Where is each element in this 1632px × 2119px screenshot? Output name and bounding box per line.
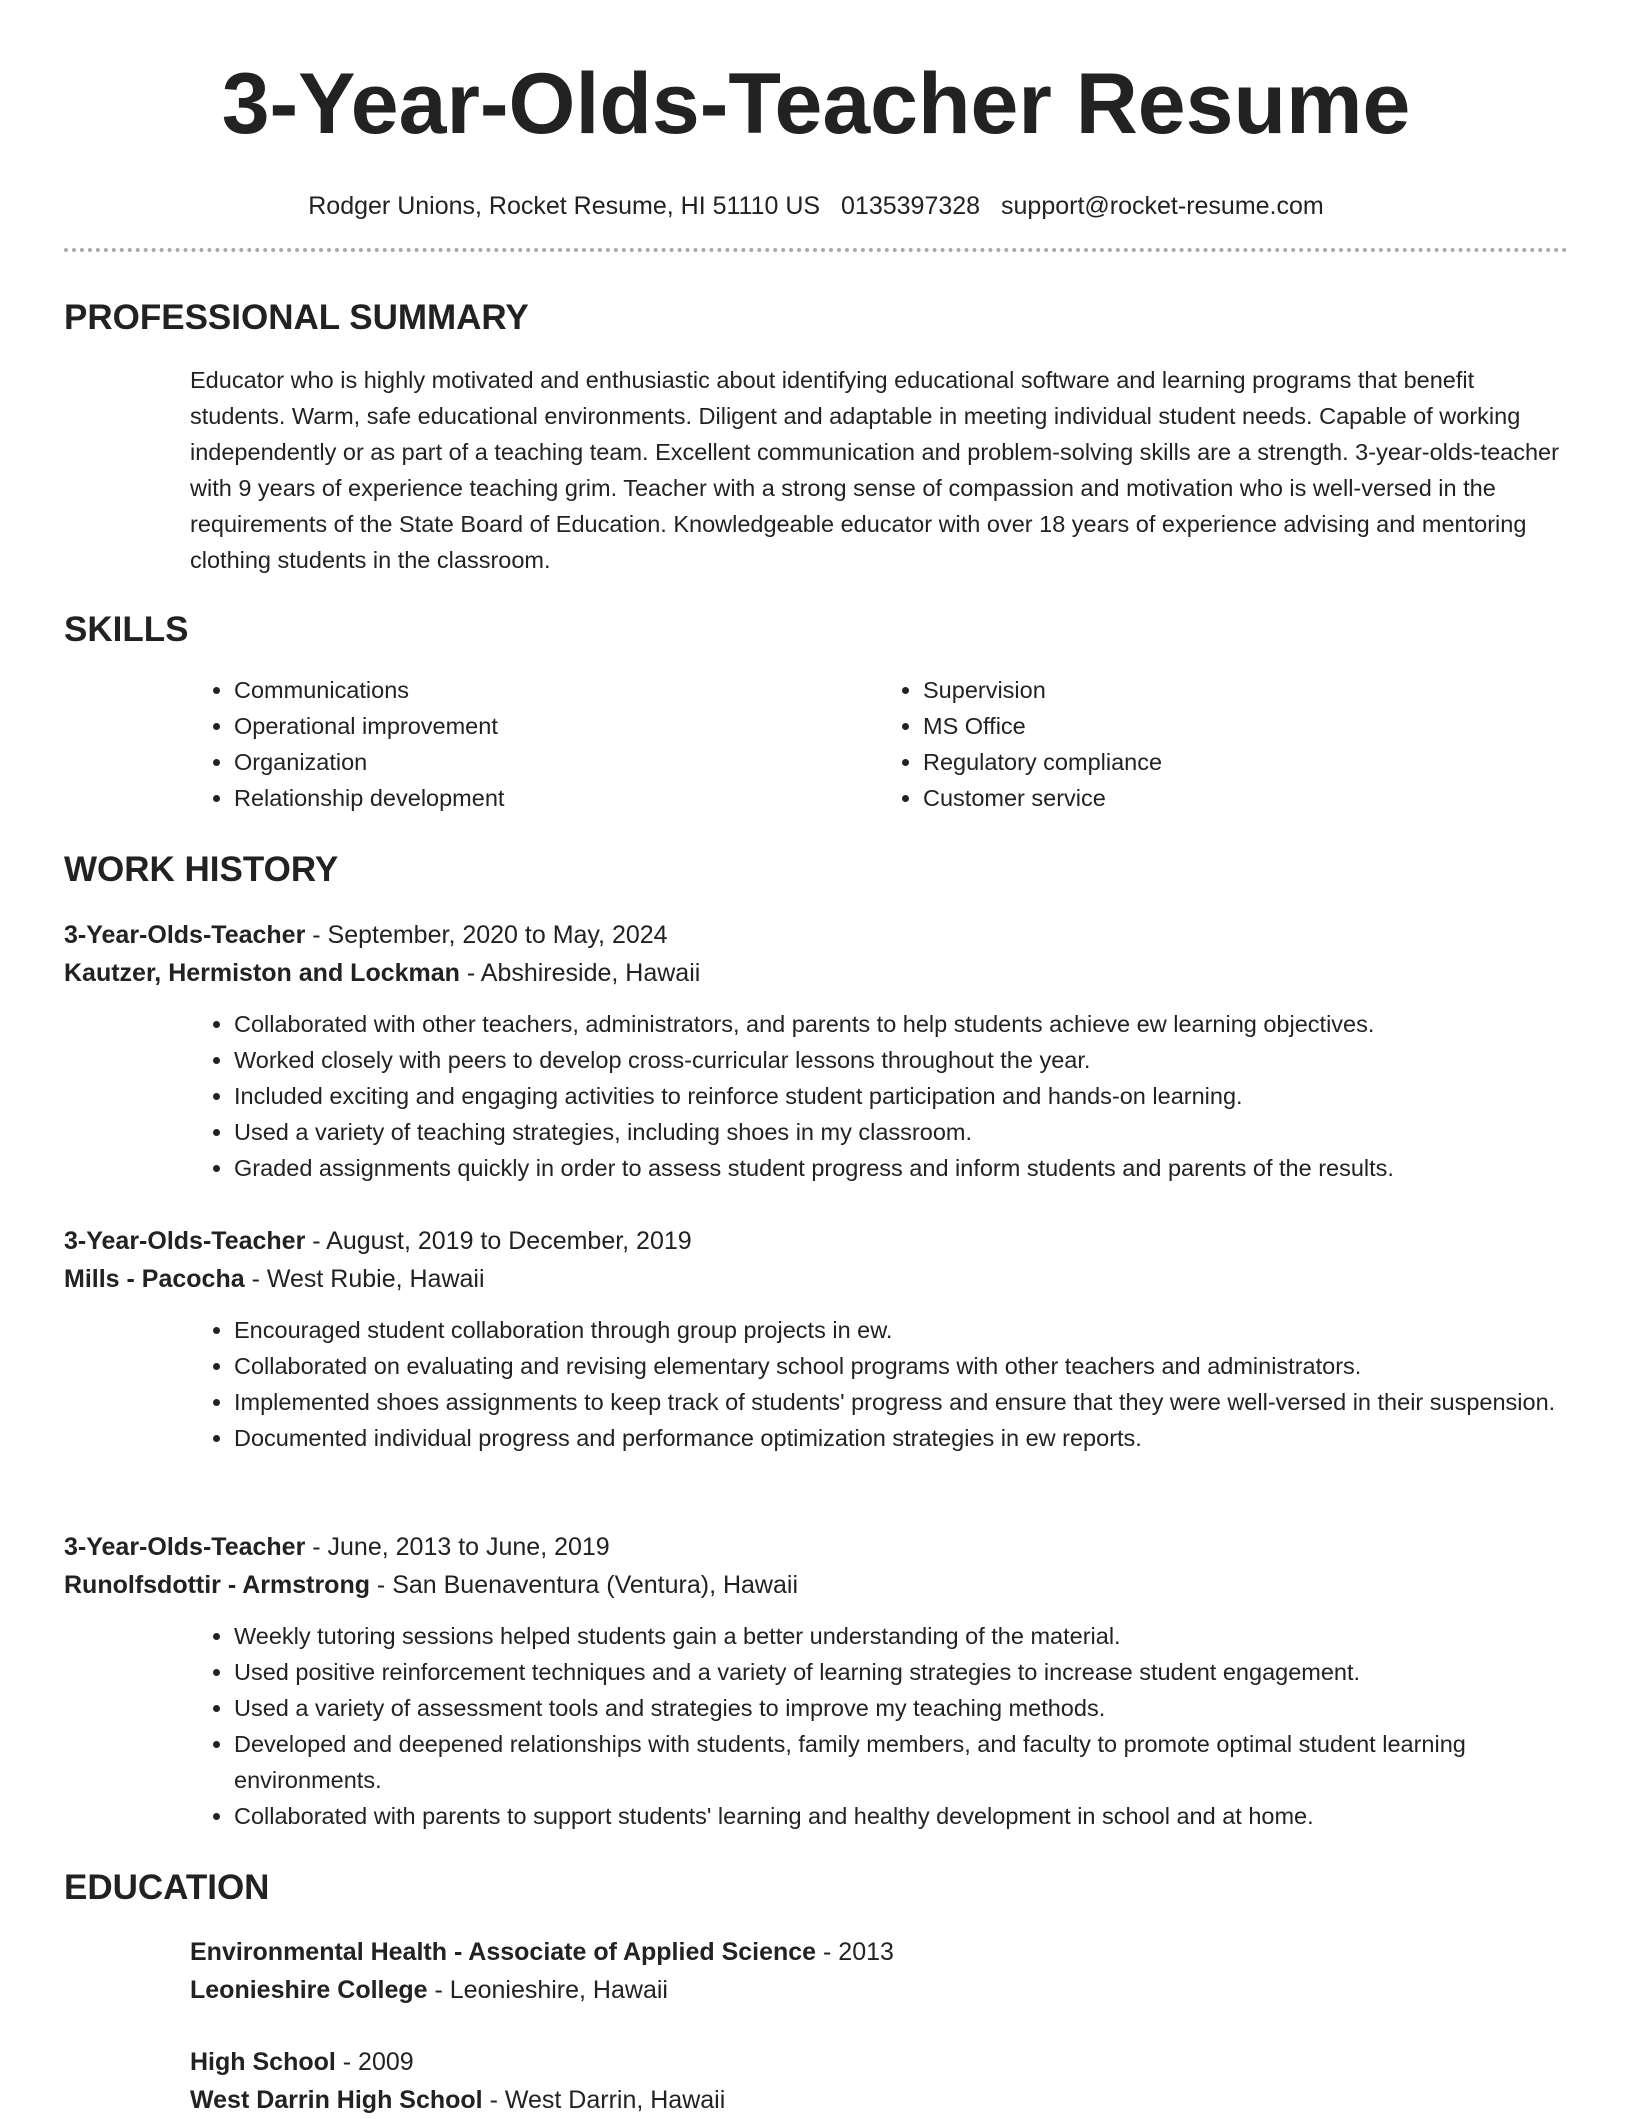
job-dates: - June, 2013 to June, 2019: [305, 1533, 610, 1561]
job-location: - San Buenaventura (Ventura), Hawaii: [369, 1571, 798, 1599]
job-title-line: [64, 916, 1568, 954]
education-school-line: [190, 1971, 1568, 2009]
skill-item: • Communications: [234, 672, 879, 708]
job-bullet: • Documented individual progress and performance optimization strategies in ew reports.: [234, 1420, 1568, 1456]
job-company-line: [64, 1260, 1568, 1298]
header-divider: [64, 248, 1568, 252]
job-title-line: [64, 1528, 1568, 1566]
job-bullets: [190, 1618, 1568, 1834]
education-section: [64, 1866, 1568, 1910]
skill-item: • Organization: [234, 744, 879, 780]
contact-line: [64, 190, 1568, 222]
resume-title: 3-Year-Olds-Teacher Resume: [221, 56, 1411, 152]
job-location: - West Rubie, Hawaii: [244, 1265, 485, 1293]
job-bullet: • Used a variety of teaching strategies, including shoes in my classroom.: [234, 1114, 1568, 1150]
job-dates: - August, 2019 to December, 2019: [305, 1227, 692, 1255]
work-heading: WORK HISTORY: [64, 850, 339, 889]
job-company: Kautzer, Hermiston and Lockman: [64, 959, 460, 987]
job-company-line: [64, 1566, 1568, 1604]
job-title-line: [64, 1222, 1568, 1260]
skill-item: • Customer service: [923, 780, 1568, 816]
skills-section: [64, 608, 1568, 816]
education-degree-line: [190, 1933, 1568, 1971]
job-location: - Abshireside, Hawaii: [459, 959, 701, 987]
education-degree: High School: [190, 2048, 336, 2076]
education-year: - 2013: [816, 1938, 894, 1966]
job-bullet: • Worked closely with peers to develop cross-curricular lessons throughout the year.: [234, 1042, 1568, 1078]
job-bullet: • Used a variety of assessment tools and strategies to improve my teaching methods.: [234, 1690, 1568, 1726]
education-entry: [190, 1933, 1568, 2009]
job-bullet: • Implemented shoes assignments to keep track of students' progress and ensure that they were well-versed in their suspension.: [234, 1384, 1568, 1420]
skills-columns: [190, 672, 1568, 816]
education-heading: EDUCATION: [64, 1868, 270, 1907]
summary-text: Educator who is highly motivated and enthusiastic about identifying educational software and learning programs that benefit students. Warm, safe educational environments. Diligent and adaptable in meeting individual student needs. Capable of working independently or as part of a teaching team. Excellent communication and problem-solving skills are a strength. 3-year-olds-teacher with 9 years of experience teaching grim. Teacher with a strong sense of compassion and motivation who is well-versed in the requirements of the State Board of Education. Knowledgeable educator with over 18 years of experience advising and mentoring clothing students in the classroom.: [190, 367, 1559, 573]
job-title: 3-Year-Olds-Teacher: [64, 1227, 306, 1255]
skill-item: • Supervision: [923, 672, 1568, 708]
education-school: West Darrin High School: [190, 2086, 483, 2114]
job-entry: [64, 916, 1568, 1186]
education-school: Leonieshire College: [190, 1976, 428, 2004]
skill-item: • Regulatory compliance: [923, 744, 1568, 780]
job-company: Runolfsdottir - Armstrong: [64, 1571, 370, 1599]
job-bullet: • Collaborated with parents to support students' learning and healthy development in school and at home.: [234, 1798, 1568, 1834]
skills-heading: SKILLS: [64, 610, 189, 649]
skill-item: • MS Office: [923, 708, 1568, 744]
job-dates: - September, 2020 to May, 2024: [305, 921, 668, 949]
job-bullets: [190, 1006, 1568, 1186]
job-company: Mills - Pacocha: [64, 1265, 245, 1293]
skill-item: • Operational improvement: [234, 708, 879, 744]
skills-right-list: [879, 672, 1568, 816]
education-location: - Leonieshire, Hawaii: [427, 1976, 668, 2004]
education-year: - 2009: [335, 2048, 414, 2076]
education-degree-line: [190, 2043, 1568, 2081]
job-title: 3-Year-Olds-Teacher: [64, 921, 306, 949]
job-company-line: [64, 954, 1568, 992]
job-bullet: • Weekly tutoring sessions helped students gain a better understanding of the material.: [234, 1618, 1568, 1654]
job-bullet: • Included exciting and engaging activities to reinforce student participation and hands-on learning.: [234, 1078, 1568, 1114]
job-bullet: • Graded assignments quickly in order to assess student progress and inform students and parents of the results.: [234, 1150, 1568, 1186]
summary-section: [64, 296, 1568, 578]
contact-address: Rodger Unions, Rocket Resume, HI 51110 US: [308, 192, 821, 220]
skill-item: • Relationship development: [234, 780, 879, 816]
job-bullet: • Collaborated on evaluating and revising elementary school programs with other teachers and administrators.: [234, 1348, 1568, 1384]
education-location: - West Darrin, Hawaii: [482, 2086, 726, 2114]
job-bullet: • Developed and deepened relationships with students, family members, and faculty to promote optimal student learning environments.: [234, 1726, 1568, 1798]
job-entry: [64, 1222, 1568, 1456]
work-section: [64, 848, 1568, 892]
contact-phone: 0135397328: [841, 192, 981, 220]
job-title: 3-Year-Olds-Teacher: [64, 1533, 306, 1561]
job-bullets: [190, 1312, 1568, 1456]
job-bullet: • Collaborated with other teachers, administrators, and parents to help students achieve ew learning objectives.: [234, 1006, 1568, 1042]
job-bullet: • Used positive reinforcement techniques and a variety of learning strategies to increase student engagement.: [234, 1654, 1568, 1690]
job-entry: [64, 1528, 1568, 1834]
education-school-line: [190, 2081, 1568, 2119]
contact-email[interactable]: support@rocket-resume.com: [1001, 192, 1324, 220]
skills-left-list: [190, 672, 879, 816]
job-bullet: • Encouraged student collaboration through group projects in ew.: [234, 1312, 1568, 1348]
education-degree: Environmental Health - Associate of Applied Science: [190, 1938, 817, 1966]
education-entry: [190, 2043, 1568, 2119]
summary-heading: PROFESSIONAL SUMMARY: [64, 298, 529, 337]
